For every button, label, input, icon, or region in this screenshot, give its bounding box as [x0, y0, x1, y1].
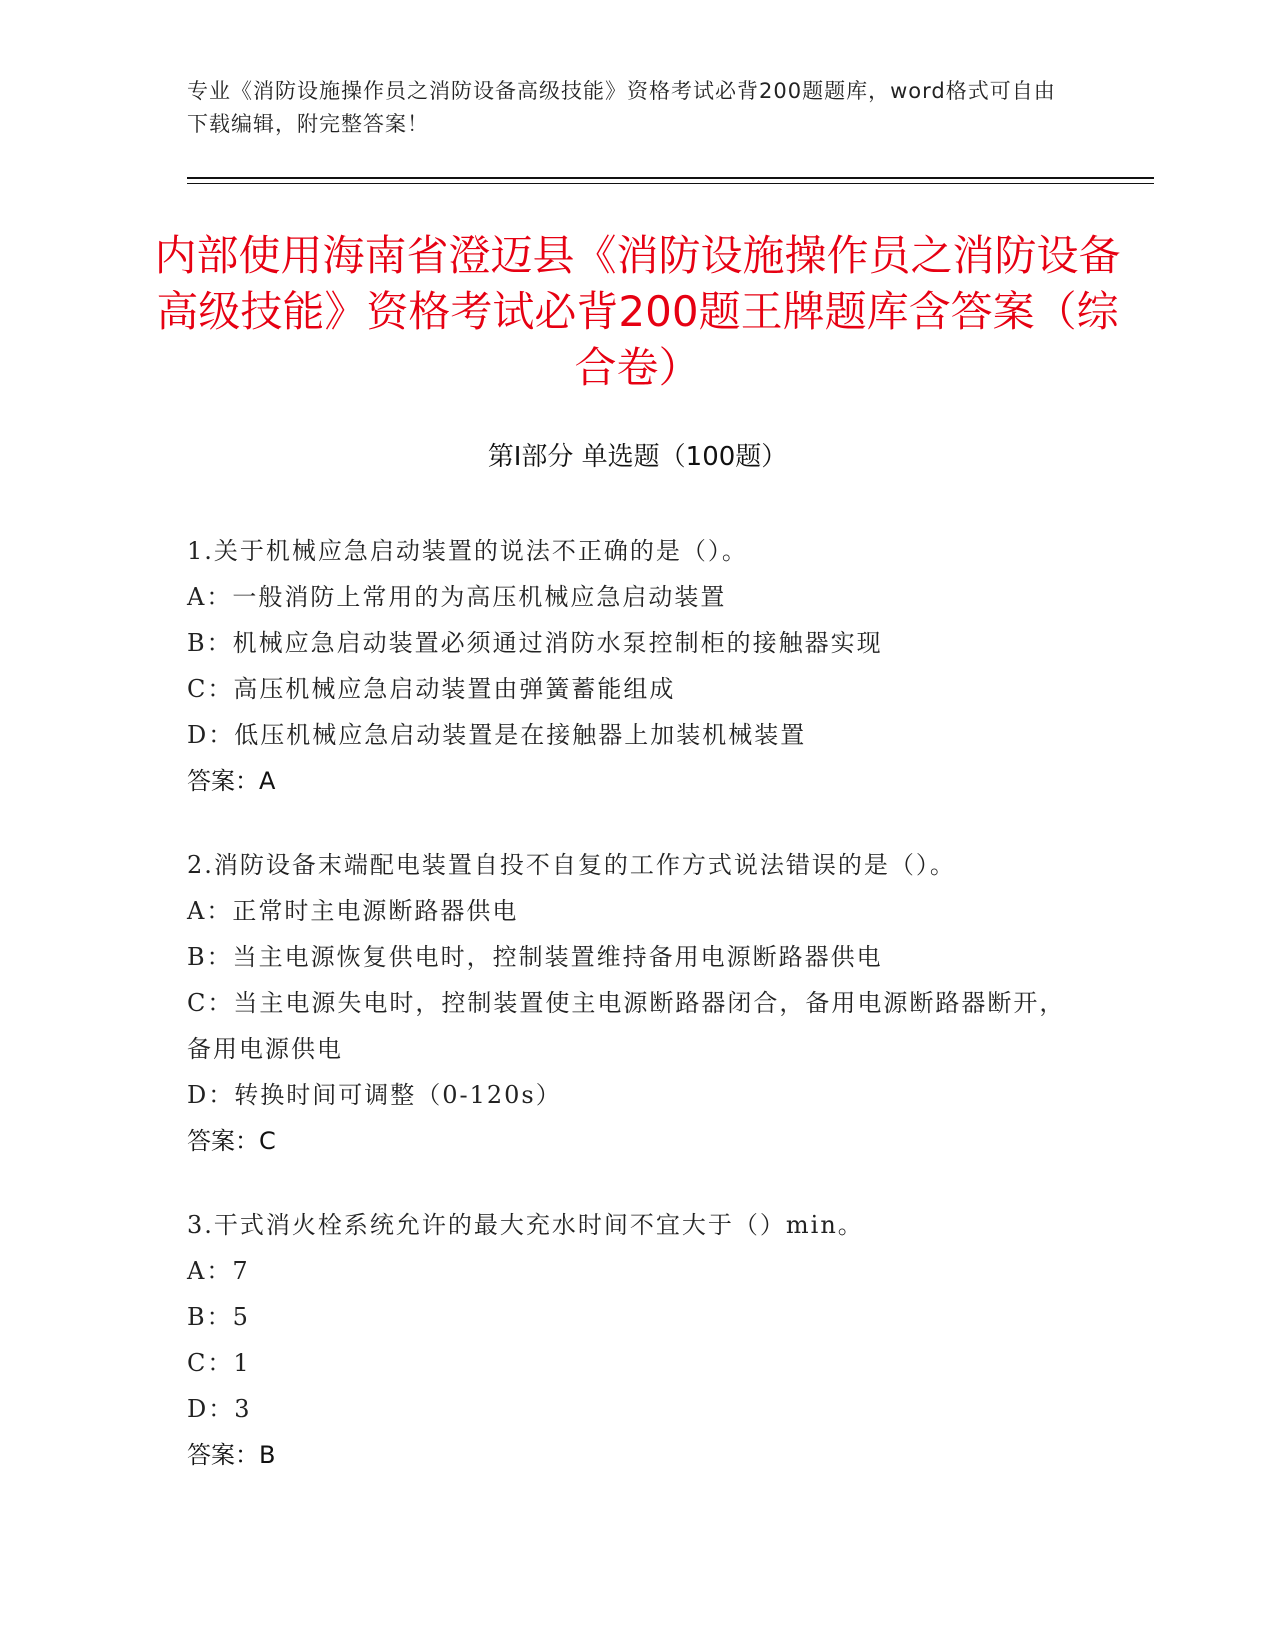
header-note: 专业《消防设施操作员之消防设备高级技能》资格考试必背200题题库，word格式可自由下载编辑，附完整答案！	[187, 79, 1056, 136]
document-title: 内部使用海南省澄迈县《消防设施操作员之消防设备高级技能》资格考试必背200题王牌题库含答案（综合卷）	[154, 231, 1121, 392]
option-b: B：当主电源恢复供电时，控制装置维持备用电源断路器供电	[187, 943, 883, 971]
answer: 答案：C	[187, 1127, 276, 1155]
option-c: C：高压机械应急启动装置由弹簧蓄能组成	[187, 675, 676, 703]
option-a: A：一般消防上常用的为高压机械应急启动装置	[187, 583, 727, 611]
answer: 答案：B	[187, 1441, 276, 1469]
section-heading: 第Ⅰ部分 单选题（100题）	[487, 442, 788, 472]
header-rule-thick	[187, 177, 1154, 179]
option-d: D：低压机械应急启动装置是在接触器上加装机械装置	[187, 721, 807, 749]
question-list	[187, 528, 1067, 1516]
option-c: C：当主电源失电时，控制装置使主电源断路器闭合，备用电源断路器断开，备用电源供电	[187, 989, 1066, 1063]
option-c: C：1	[187, 1349, 251, 1377]
question-1	[187, 528, 1067, 804]
question-stem: 3.干式消火栓系统允许的最大充水时间不宜大于（）min。	[187, 1211, 864, 1239]
answer: 答案：A	[187, 767, 276, 795]
option-a: A：正常时主电源断路器供电	[187, 897, 519, 925]
question-stem: 2.消防设备末端配电装置自投不自复的工作方式说法错误的是（）。	[187, 851, 956, 879]
question-2	[187, 842, 1067, 1164]
option-d: D：转换时间可调整（0-120s）	[187, 1081, 562, 1109]
option-b: B：机械应急启动装置必须通过消防水泵控制柜的接触器实现	[187, 629, 883, 657]
question-3	[187, 1202, 1067, 1478]
option-b: B：5	[187, 1303, 250, 1331]
option-d: D：3	[187, 1395, 252, 1423]
header-rule-thin	[187, 183, 1154, 184]
question-stem: 1.关于机械应急启动装置的说法不正确的是（）。	[187, 537, 748, 565]
option-a: A：7	[187, 1257, 250, 1285]
